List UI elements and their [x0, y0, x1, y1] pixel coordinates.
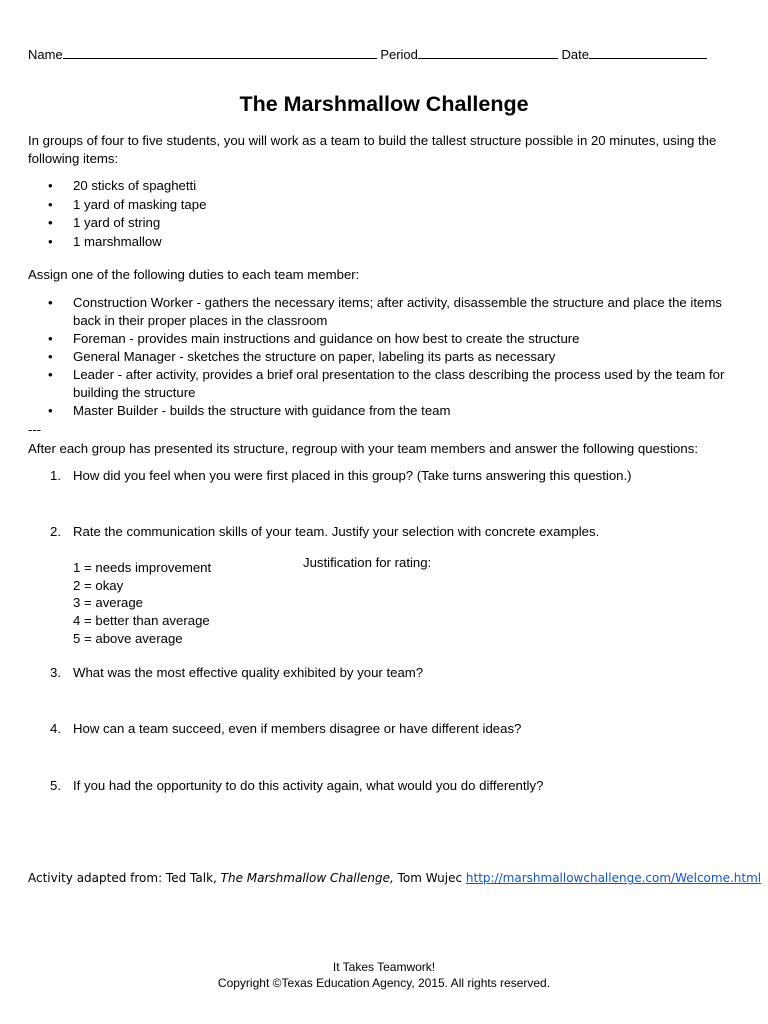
question-text: Rate the communication skills of your team. Justify your selection with concrete examples. — [73, 524, 600, 539]
question-text: How did you feel when you were first placed in this group? (Take turns answering this question.) — [73, 468, 632, 483]
rating-option: 5 = above average — [73, 630, 183, 646]
separator: --- — [28, 422, 42, 437]
list-item: • General Manager - sketches the structure on paper, labeling its parts as necessary — [28, 348, 740, 366]
credit-author: Tom Wujec — [393, 871, 466, 885]
page-footer — [28, 960, 740, 991]
rating-option: 4 = better than average — [73, 613, 210, 629]
rating-option: 3 = average — [73, 595, 144, 611]
date-label: Date — [561, 47, 589, 62]
question-text: What was the most effective quality exhibited by your team? — [73, 665, 424, 680]
date-blank — [589, 46, 707, 59]
list-item: • 1 yard of masking tape — [28, 196, 740, 215]
name-label: Name — [28, 47, 63, 62]
rating-option: 2 = okay — [73, 577, 124, 593]
rating-scale — [73, 559, 211, 648]
rating-option: 1 = needs improvement — [73, 560, 212, 575]
footer-copyright: Copyright ©Texas Education Agency, 2015. All rights reserved. — [217, 975, 551, 990]
credit-work-title: The Marshmallow Challenge, — [220, 871, 394, 885]
question-text: If you had the opportunity to do this activity again, what would you do differently? — [73, 778, 544, 793]
duties-list — [28, 294, 740, 420]
source-link[interactable]: http://marshmallowchallenge.com/Welcome.html — [465, 871, 762, 885]
credit-prefix: Activity adapted from: Ted Talk, — [28, 871, 221, 885]
activity-credit — [28, 871, 761, 885]
page-title: The Marshmallow Challenge — [239, 92, 529, 116]
question-number: 4. — [50, 721, 61, 736]
list-item: • Construction Worker - gathers the necessary items; after activity, disassemble the structure and place the items back in their proper places in the classroom — [28, 294, 740, 330]
intro-paragraph: In groups of four to five students, you will work as a team to build the tallest structure possible in 20 minutes, using the following items: — [28, 133, 717, 166]
list-item: • Master Builder - builds the structure with guidance from the team — [28, 402, 740, 420]
period-label: Period — [380, 47, 418, 62]
list-item: • 20 sticks of spaghetti — [28, 177, 740, 196]
list-item: • 1 yard of string — [28, 214, 740, 233]
duties-intro: Assign one of the following duties to each team member: — [28, 267, 360, 282]
footer-tagline: It Takes Teamwork! — [332, 960, 436, 974]
name-blank — [63, 46, 377, 59]
materials-list — [28, 177, 740, 251]
question-number: 3. — [50, 665, 61, 680]
question-number: 1. — [50, 468, 61, 483]
period-blank — [418, 46, 558, 59]
student-info-line — [28, 46, 707, 62]
worksheet-page — [28, 0, 762, 1024]
questions-intro: After each group has presented its structure, regroup with your team members and answer the following questions: — [28, 441, 698, 456]
list-item: • Foreman - provides main instructions and guidance on how best to create the structure — [28, 330, 740, 348]
question-text: How can a team succeed, even if members disagree or have different ideas? — [73, 721, 522, 736]
justification-label: Justification for rating: — [303, 555, 432, 570]
question-number: 5. — [50, 778, 61, 793]
list-item: • 1 marshmallow — [28, 233, 740, 252]
list-item: • Leader - after activity, provides a brief oral presentation to the class describing the process used by the team for building the structure — [28, 366, 740, 402]
question-number: 2. — [50, 524, 61, 539]
